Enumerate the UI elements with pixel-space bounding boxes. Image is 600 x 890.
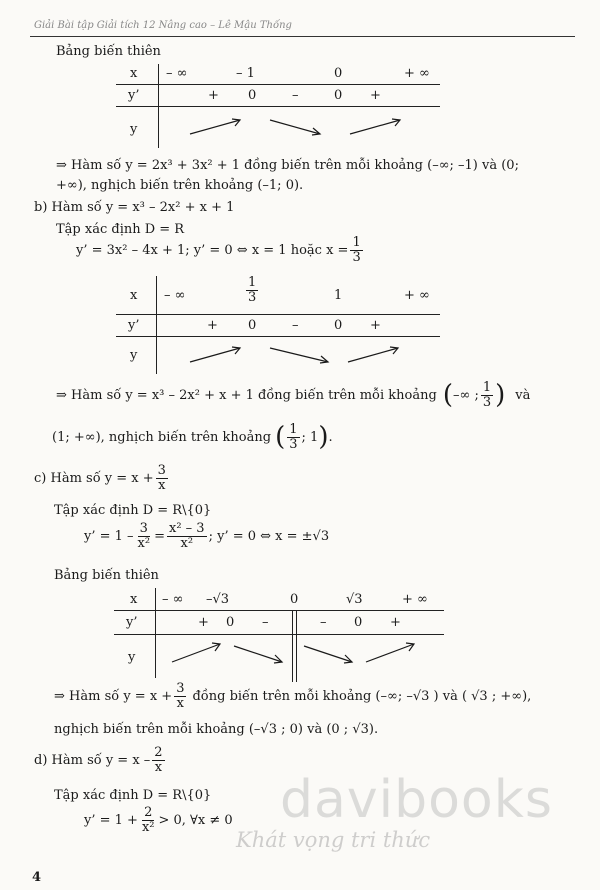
left-paren: (: [442, 380, 453, 410]
equals: =: [154, 528, 165, 544]
section-a-conclusion: +∞), nghịch biến trên khoảng (–1; 0).: [56, 178, 304, 193]
section-c-conclusion: [54, 682, 531, 710]
table-b-y-label: y: [130, 348, 138, 363]
table-a-y-label: y: [130, 122, 138, 137]
section-c-title: [34, 464, 170, 492]
conclusion-text: đồng biến trên mỗi khoảng (–∞; –√3 ) và ( √3 ; +∞),: [192, 688, 532, 704]
interval-right: ; 1: [301, 429, 319, 445]
table-c-sign: 0: [226, 615, 235, 630]
section-b-domain: Tập xác định D = R: [56, 222, 185, 237]
table-b-rule: [116, 314, 440, 315]
interval-left: –∞ ;: [452, 387, 479, 403]
derivative-text: y’ = 1 +: [84, 812, 138, 828]
fraction-numerator: 3: [176, 681, 185, 696]
fraction-numerator: 1: [482, 379, 492, 395]
fraction-denominator: x: [158, 477, 166, 493]
fraction: [350, 236, 362, 264]
fraction-denominator: 3: [482, 394, 492, 410]
section-b-derivative: [76, 236, 365, 264]
fraction-denominator: 3: [352, 249, 361, 265]
increasing-arrow-icon: [188, 344, 244, 366]
table-a-x-value: 0: [334, 66, 343, 81]
table-c-sign: +: [390, 615, 401, 630]
fraction: [140, 806, 157, 834]
fraction: [481, 381, 493, 409]
table-b-x-fraction: [246, 276, 258, 304]
increasing-arrow-icon: [364, 640, 418, 666]
table-a-sign: +: [370, 88, 381, 103]
table-a-sign: 0: [334, 88, 343, 103]
table-b-sign: +: [207, 318, 218, 333]
section-d-domain: Tập xác định D = R\{0}: [54, 788, 212, 803]
page-number: 4: [32, 870, 42, 885]
table-a-divider: [158, 64, 159, 148]
section-a-conclusion: ⇒ Hàm số y = 2x³ + 3x² + 1 đồng biến trên mỗi khoảng (–∞; –1) và (0;: [56, 158, 519, 173]
increasing-arrow-icon: [170, 640, 224, 666]
fraction-denominator: x: [176, 695, 184, 711]
decreasing-arrow-icon: [232, 642, 286, 668]
title-text: d) Hàm số y = x –: [34, 752, 151, 768]
fraction: [156, 464, 168, 492]
conclusion-text: (1; +∞), nghịch biến trên khoảng: [52, 429, 272, 445]
table-c-rule: [114, 610, 444, 611]
table-c-double-bar: [292, 610, 293, 682]
decreasing-arrow-icon: [268, 116, 324, 138]
table-a-sign: –: [292, 88, 299, 103]
conclusion-text: ⇒ Hàm số y = x³ – 2x² + x + 1 đồng biến trên mỗi khoảng: [56, 387, 437, 403]
right-paren: ): [318, 422, 329, 452]
fraction-denominator: x²: [141, 819, 155, 835]
table-b-x-value: + ∞: [404, 288, 430, 303]
table-c-double-bar: [296, 610, 297, 682]
fraction-numerator: 2: [144, 805, 153, 820]
fraction: [287, 423, 299, 451]
fraction-numerator: 1: [248, 275, 257, 290]
table-c-x-value: –√3: [206, 592, 230, 607]
decreasing-arrow-icon: [268, 344, 332, 366]
table-b-yp-label: y’: [128, 318, 140, 333]
header-rule: [30, 36, 575, 37]
watermark-brand: davibooks: [280, 770, 553, 830]
fraction-numerator: 1: [352, 235, 361, 250]
table-a-sign: +: [208, 88, 219, 103]
table-a-x-label: x: [130, 66, 138, 81]
table-c-x-value: √3: [346, 592, 363, 607]
table-a-x-value: + ∞: [404, 66, 430, 81]
table-c-x-value: – ∞: [162, 592, 184, 607]
table-b-sign: 0: [334, 318, 343, 333]
table-b-x-value: 1: [334, 288, 343, 303]
table-c-x-value: + ∞: [402, 592, 428, 607]
fraction: [152, 746, 164, 774]
decreasing-arrow-icon: [302, 642, 356, 668]
table-b-sign: 0: [248, 318, 257, 333]
derivative-text: > 0, ∀x ≠ 0: [158, 812, 233, 828]
fraction-denominator: 3: [289, 436, 298, 452]
table-c-yp-label: y’: [126, 615, 138, 630]
title-text: c) Hàm số y = x +: [34, 470, 154, 486]
table-b-divider: [156, 276, 157, 374]
fraction-numerator: 1: [289, 421, 298, 437]
table-c-divider: [155, 588, 156, 678]
table-b-x-label: x: [130, 288, 138, 303]
table-c-y-label: y: [128, 650, 136, 665]
fraction-denominator: 3: [248, 289, 257, 305]
section-d-derivative: [84, 806, 233, 834]
fraction-numerator: 3: [139, 521, 148, 536]
derivative-text: y’ = 1 –: [84, 528, 134, 544]
running-header: Giải Bài tập Giải tích 12 Nâng cao – Lê Mậu Thống: [34, 20, 292, 31]
fraction: [174, 682, 186, 710]
table-c-x-value: 0: [290, 592, 299, 607]
left-paren: (: [275, 422, 286, 452]
section-b-conclusion: [56, 380, 530, 410]
table-c-x-label: x: [130, 592, 138, 607]
fraction-denominator: x²: [137, 535, 151, 551]
table-a-sign: 0: [248, 88, 257, 103]
section-a-title: Bảng biến thiên: [56, 44, 161, 59]
section-c-conclusion-line2: nghịch biến trên mỗi khoảng (–√3 ; 0) và (0 ; √3).: [54, 722, 379, 737]
section-c-domain: Tập xác định D = R\{0}: [54, 503, 212, 518]
table-b-x-value: – ∞: [164, 288, 186, 303]
watermark-slogan: Khát vọng tri thức: [236, 828, 431, 852]
increasing-arrow-icon: [348, 116, 404, 138]
section-b-conclusion-line2: (1; +∞), nghịch biến trên khoảng ( $\frac{1}{3}$ ; 1 ) .: [52, 421, 333, 452]
section-b-title: b) Hàm số y = x³ – 2x² + x + 1: [34, 200, 235, 215]
table-a-x-value: – ∞: [166, 66, 188, 81]
right-paren: ): [495, 380, 506, 410]
fraction-numerator: x² – 3: [169, 521, 205, 536]
table-c-sign: +: [198, 615, 209, 630]
conclusion-text: ⇒ Hàm số y = x +: [54, 688, 173, 704]
section-c-derivative: [84, 522, 329, 550]
fraction-denominator: x: [154, 759, 163, 775]
table-c-rule: [114, 634, 444, 635]
table-c-sign: 0: [354, 615, 363, 630]
derivative-text: y’ = 3x² – 4x + 1; y’ = 0 ⇔ x = 1 hoặc x =: [76, 242, 349, 258]
increasing-arrow-icon: [188, 116, 244, 138]
table-b-rule: [116, 336, 440, 337]
table-a-yp-label: y’: [128, 88, 140, 103]
table-b-sign: –: [292, 318, 299, 333]
fraction-numerator: 2: [154, 745, 163, 760]
derivative-text: ; y’ = 0 ⇔ x = ±√3: [208, 528, 330, 544]
increasing-arrow-icon: [346, 344, 402, 366]
table-a-x-value: – 1: [236, 66, 255, 81]
conclusion-and: và: [515, 387, 531, 403]
table-b-sign: +: [370, 318, 381, 333]
table-a-rule: [116, 106, 440, 107]
section-c-bbt-title: Bảng biến thiên: [54, 568, 159, 583]
fraction-numerator: 3: [157, 463, 166, 478]
table-a-rule: [116, 84, 440, 85]
fraction: [136, 522, 153, 550]
table-c-sign: –: [320, 615, 327, 630]
section-d-title: [34, 746, 167, 774]
table-c-sign: –: [262, 615, 269, 630]
fraction-denominator: x²: [180, 535, 194, 551]
fraction: [167, 522, 207, 550]
